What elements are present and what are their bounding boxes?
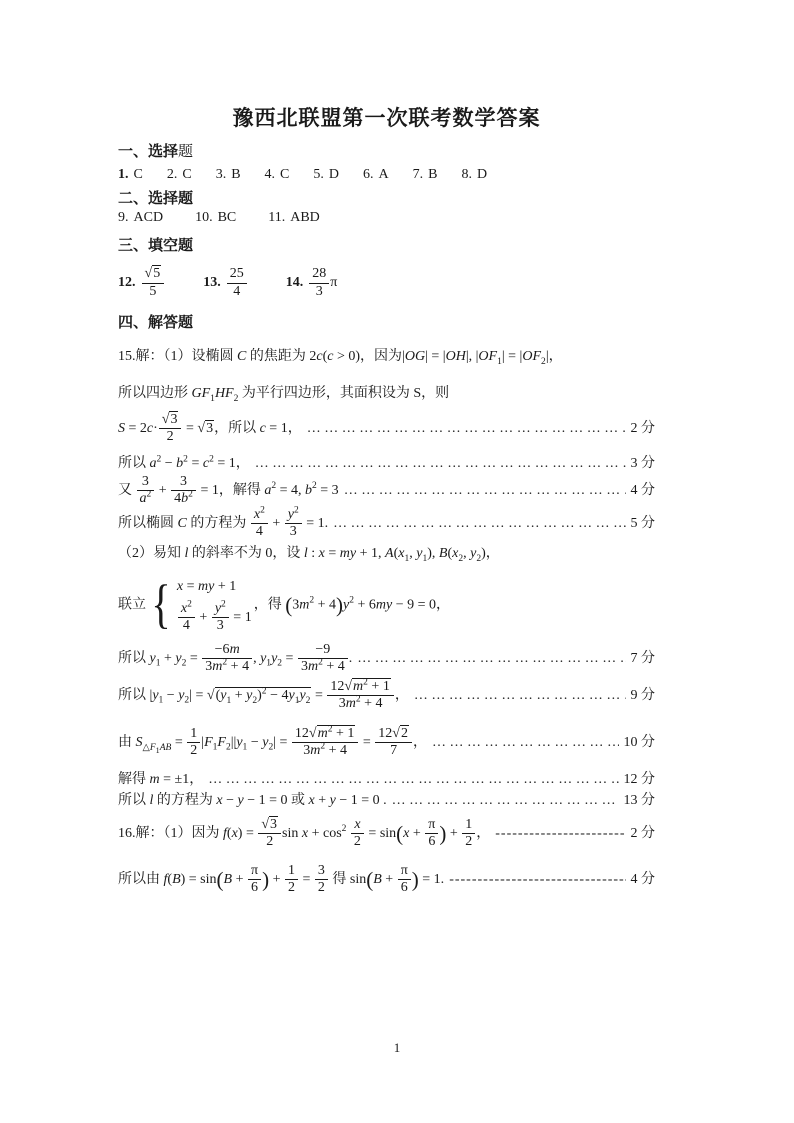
answer-letter: A <box>378 167 389 182</box>
choice-answer <box>118 165 143 185</box>
solution-text: 所以 $y_1 + y_2$ = $\frac{-6m}{3m^2 + 4}$ , $y_1y_2$ = $\frac{-9}{3m^2 + 4}$ . <box>118 641 353 674</box>
solution-text: 15.解：（1）设椭圆 C 的焦距为 2c(c > 0)，因为|OG| = |OH|, $|OF_1| = |OF_2|$， <box>118 349 563 367</box>
solution-text: 所以 $a^2 - b^2 = c^2 = 1$， <box>118 454 250 472</box>
question-number: 14. <box>285 275 304 290</box>
solution-text: 所以椭圆 C 的方程为 $\frac{x^2}{4}$ + $\frac{y^2}{3}$ = 1. <box>118 505 329 540</box>
dotted-leader <box>344 480 626 501</box>
score-label: 13 分 <box>623 793 655 809</box>
solution-text: S = 2c· $\frac{√3}{2}$ = √3，所以 c = 1， <box>118 412 302 445</box>
solution-text: 由 $S_{\triangle F_1AB}$ = $\frac{1}{2}$ $|F_1F_2||y_1 - y_2|$ = $\frac{12√m^2 + 1}{3m^2 + 4}$ = $\frac{12√2}{7}$ ， <box>118 724 427 759</box>
score-label: 2 分 <box>630 421 655 437</box>
solution-line <box>118 817 655 850</box>
score-label: 7 分 <box>630 650 655 666</box>
score-label: 3 分 <box>630 456 655 472</box>
solution-line <box>118 346 655 367</box>
question-number: 7. <box>412 167 424 182</box>
dotted-leader <box>333 513 625 534</box>
score-label: 5 分 <box>630 516 655 532</box>
dotted-leader <box>255 453 626 474</box>
choice-answer <box>313 165 339 185</box>
dashed-leader <box>495 823 625 844</box>
solution-line <box>118 769 655 790</box>
question-number: 11. <box>268 210 286 225</box>
dotted-leader <box>357 648 625 669</box>
solution-line <box>118 453 655 474</box>
choice-answer <box>265 165 290 185</box>
dotted-leader <box>414 685 626 706</box>
answer-letter: D <box>476 167 488 182</box>
dashed-leader <box>449 869 625 890</box>
question-number: 2. <box>166 167 178 182</box>
question-number: 9. <box>118 210 129 225</box>
choice-answer <box>167 165 192 185</box>
choice-answers-row-2 <box>118 208 655 228</box>
score-label: 10 分 <box>623 735 655 751</box>
fill-answer <box>286 266 338 299</box>
choice-answer <box>363 165 389 185</box>
question-number: 10. <box>195 210 213 225</box>
page-title: 豫西北联盟第一次联考数学答案 <box>232 106 541 130</box>
question-number: 1. <box>118 167 129 182</box>
solution-line <box>118 383 655 404</box>
page-content <box>118 96 655 896</box>
solution-text: （2）易知 l 的斜率不为 0，设 l : x = my + 1, $A(x_1$, $y_1$), $B(x_2$, $y_2$)， <box>118 545 500 564</box>
score-label: 2 分 <box>630 826 655 842</box>
question-number: 3. <box>215 167 227 182</box>
fill-answer-value: $\frac{√5}{5}$ <box>141 266 166 299</box>
choice-answer <box>461 165 487 185</box>
solution-line <box>118 790 655 811</box>
solution-text: 所以由 f(B) = sin(B + $\frac{\pi}{6}$ ) + $\frac{1}{2}$ = $\frac{3}{2}$ 得 sin(B + $\frac{\pi}{6}$ ) = 1. <box>118 862 445 895</box>
answer-letters: BC <box>217 210 237 225</box>
solution-text: 所以 l 的方程为 x − y − 1 = 0 或 x + y − 1 = 0 . <box>118 793 387 809</box>
question-number: 4. <box>264 167 276 182</box>
solution-line <box>118 576 655 634</box>
fill-answers-row <box>118 259 655 307</box>
dotted-leader <box>208 769 618 790</box>
choice-answer <box>118 208 163 228</box>
solution-text: 解得 m = ±1， <box>118 772 204 788</box>
solution-line <box>118 863 655 896</box>
answer-letter: C <box>182 167 192 182</box>
solution-line <box>118 726 655 759</box>
question-number: 8. <box>461 167 472 182</box>
score-label: 9 分 <box>630 688 655 704</box>
solution-text: 联立 { x = my + 1 $\frac{x^2}{4}$ + $\frac{y^2}{3}$ = 1 ，得 $(3m^2 + 4)y^2 + 6my - 9 = 0$， <box>118 574 451 635</box>
heading-bold-part: 一、选择 <box>118 142 179 160</box>
solution-line <box>118 507 655 540</box>
choice-answer <box>413 165 438 185</box>
score-label: 4 分 <box>630 483 655 499</box>
choice-answer <box>195 208 236 228</box>
dotted-leader <box>432 732 619 753</box>
answer-letters: ABD <box>290 210 320 225</box>
section-heading-fill: 三、填空题 <box>118 236 194 254</box>
question-number: 6. <box>363 167 374 182</box>
choice-answer <box>216 165 241 185</box>
section-heading-choice2: 二、选择题 <box>118 189 194 207</box>
answer-letter: B <box>428 167 438 182</box>
answer-letter: B <box>231 167 241 182</box>
fill-answer <box>118 266 165 299</box>
solution-line <box>118 679 655 712</box>
heading-normal-part: 题 <box>178 144 194 160</box>
choice-answers-row-1 <box>118 165 655 185</box>
question-number: 12. <box>118 275 136 290</box>
answer-letters: ACD <box>133 210 164 225</box>
dotted-leader <box>307 418 626 439</box>
solution-line <box>118 474 655 507</box>
fill-answer-value: $\frac{25}{4}$ <box>226 266 248 299</box>
solution-text: 所以四边形 $GF_1HF_2$ 为平行四边形，其面积设为 S，则 <box>118 386 450 404</box>
section-heading-solutions: 四、解答题 <box>118 313 194 331</box>
page-number: 1 <box>393 1040 401 1055</box>
solution-line <box>118 543 655 564</box>
fill-answer <box>203 266 248 299</box>
answer-letter: C <box>280 167 290 182</box>
solution-text: 又 $\frac{3}{a^2}$ + $\frac{3}{4b^2}$ = 1，解得 $a^2 = 4$, $b^2 = 3$ <box>118 474 339 507</box>
score-label: 4 分 <box>630 871 655 887</box>
answer-letter: C <box>133 167 143 182</box>
dotted-leader <box>392 790 619 811</box>
question-number: 5. <box>313 167 324 182</box>
solution-text: 所以 $|y_1 - y_2| = √(y_1 + y_2)^2 - 4y_1y_2$ = $\frac{12√m^2 + 1}{3m^2 + 4}$ ， <box>118 677 409 712</box>
solution-text: 16.解：（1）因为 f(x) = $\frac{√3}{2}$ $\sin x + \cos^2$ $\frac{x}{2}$ = sin(x + $\frac{\pi}{6}$ ) + $\frac{1}{2}$ ， <box>118 817 491 850</box>
choice-answer <box>268 208 320 228</box>
section-heading-choice1 <box>118 140 655 161</box>
answer-letter: D <box>328 167 339 182</box>
fill-answer-value: $\frac{28}{3}$ π <box>308 266 337 299</box>
question-number: 13. <box>203 275 221 290</box>
solution-line <box>118 412 655 445</box>
score-label: 12 分 <box>623 772 655 788</box>
solution-line <box>118 642 655 675</box>
